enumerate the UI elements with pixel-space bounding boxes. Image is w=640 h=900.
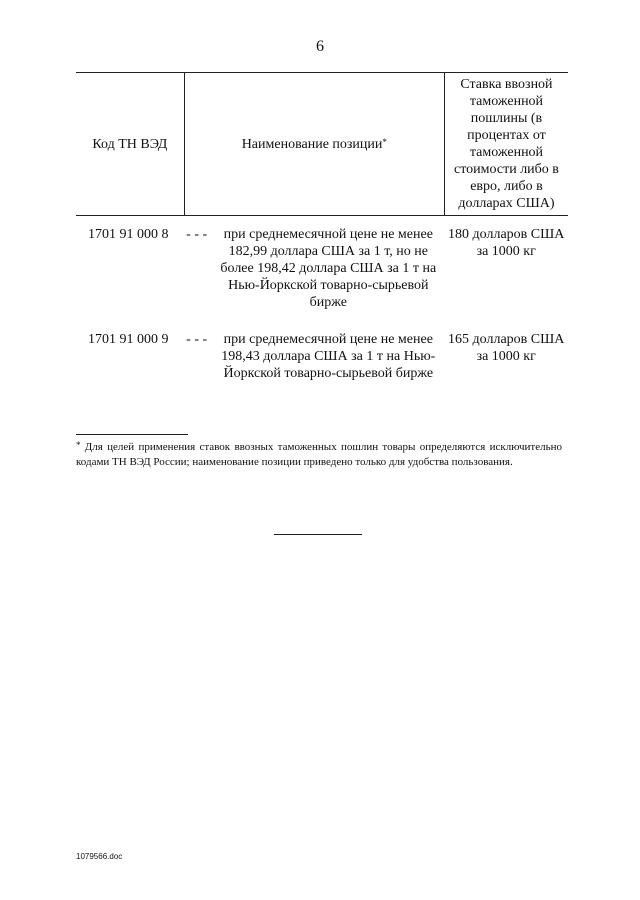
footnote: [76, 440, 562, 470]
header-code: Код ТН ВЭД: [76, 73, 184, 216]
header-name-label: Наименование позиции: [241, 136, 383, 152]
row-dashes: - - -: [186, 227, 208, 242]
end-of-text-rule: [274, 534, 362, 535]
row-rate: 180 долларов США за 1000 кг: [448, 227, 565, 259]
page-number: 6: [316, 38, 324, 55]
header-name-footnote-marker: *: [382, 136, 387, 147]
header-name: [184, 73, 444, 216]
row-name-cell: [184, 311, 444, 382]
footnote-text: Для целей применения ставок ввозных таможенных пошлин товары определяются исключительно кодами ТН ВЭД России; наименование позиции приведено только для удобства пользования.: [76, 441, 562, 468]
header-rate: Ставка ввозной таможенной пошлины (в процентах от таможенной стоимости либо в евро, либо в долларах США): [444, 73, 568, 216]
table-row: [76, 311, 568, 382]
row-code: 1701 91 000 8: [88, 227, 169, 242]
document-filename: 1079566.doc: [76, 852, 123, 861]
tariff-table: [76, 72, 568, 382]
row-dashes: - - -: [186, 332, 208, 347]
footnote-separator: [76, 434, 188, 435]
row-code: 1701 91 000 9: [88, 332, 169, 347]
row-name: при среднемесячной цене не менее 198,43 доллара США за 1 т на Нью-Йоркской товарно-сырьевой бирже: [221, 332, 436, 381]
row-name: при среднемесячной цене не менее 182,99 доллара США за 1 т, но не более 198,42 доллара США за 1 т на Нью-Йоркской товарно-сырьевой бирже: [220, 227, 437, 310]
table-header-row: [76, 73, 568, 216]
row-name-cell: [184, 216, 444, 312]
footnote-marker: *: [76, 440, 81, 450]
row-rate: 165 долларов США за 1000 кг: [448, 332, 565, 364]
table-row: [76, 216, 568, 312]
